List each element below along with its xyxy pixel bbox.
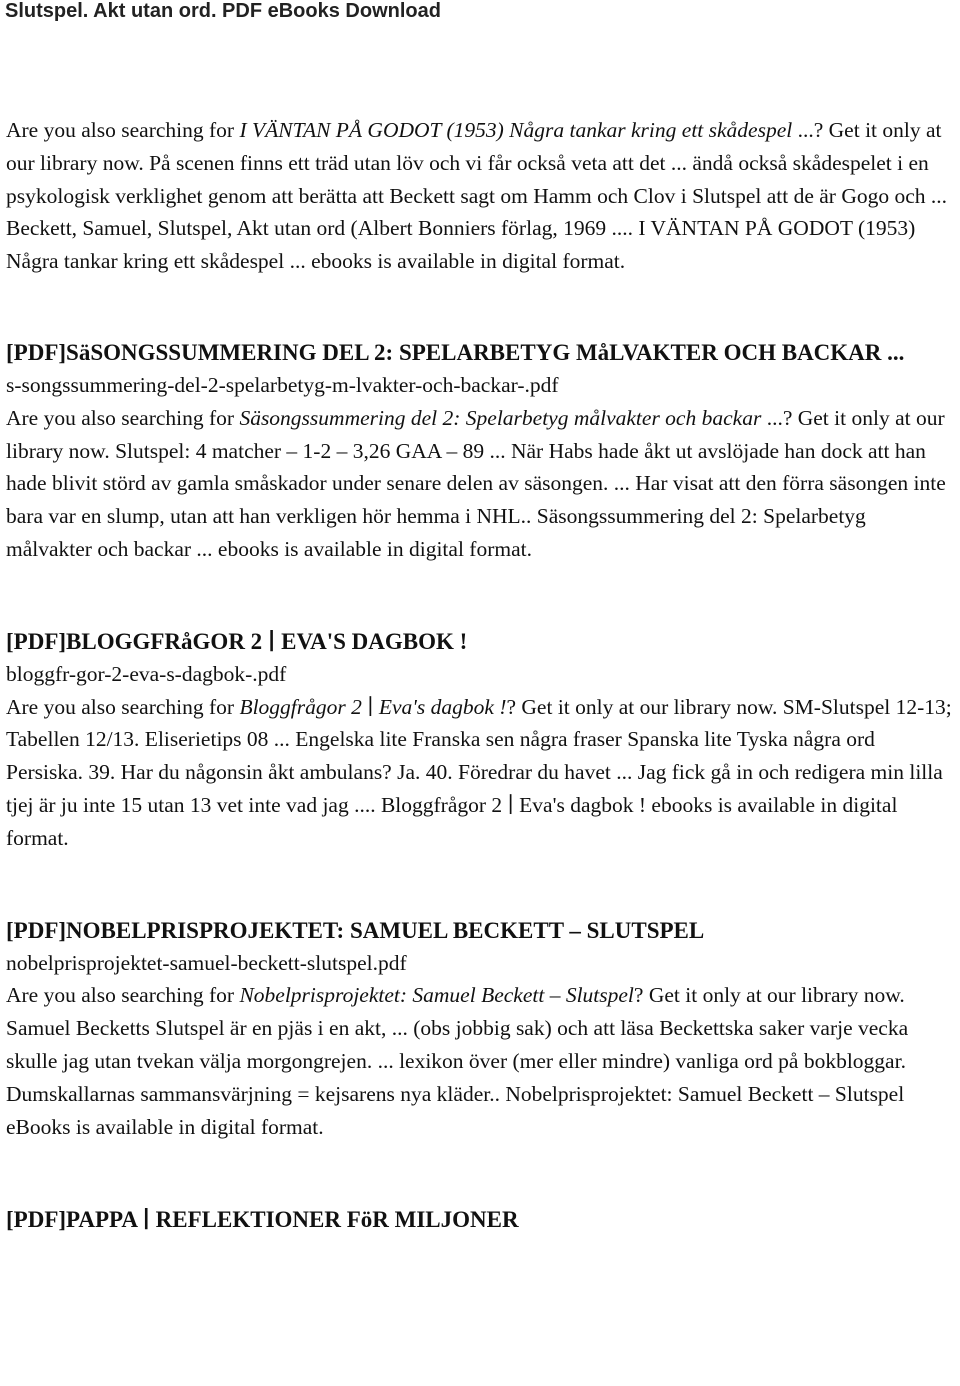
- result-desc-query: Säsongssummering del 2: Spelarbetyg målvakter och backar: [239, 405, 762, 430]
- result-desc-query: Bloggfrågor 2 ∣ Eva's dagbok !: [239, 694, 507, 719]
- result-title-link[interactable]: [PDF]NOBELPRISPROJEKTET: SAMUEL BECKETT – SLUTSPEL: [6, 917, 705, 943]
- result-filename: bloggfr-gor-2-eva-s-dagbok-.pdf: [6, 661, 287, 686]
- result-title-link[interactable]: [PDF]SäSONGSSUMMERING DEL 2: SPELARBETYG MåLVAKTER OCH BACKAR ...: [6, 339, 905, 365]
- result-desc-post: ? Get it only at our library now. Samuel Becketts Slutspel är en pjäs i en akt, ... (obs jobbig sak) och att läsa Beckettska saker varje vecka skulle jag utan tvekan välja morgongrejen. ... lexikon över (mer eller mindre) vanliga ord på bokbloggar. Dumskallarnas sammansvärjning = kejsarens nya kläder.. Nobelprisprojektet: Samuel Beckett – Slutspel eBooks is available in digital format.: [6, 983, 909, 1139]
- intro-pre: Are you also searching for: [6, 118, 240, 142]
- intro-post: ...? Get it only at our library now. På scenen finns ett träd utan löv och vi får också veta att det ... ändå också skådespelet i en psykologisk verklighet genom att berätta att Beckett sagt om Hamm och Clov i Slutspel att de är Gogo och ... Beckett, Samuel, Slutspel, Akt utan ord (Albert Bonniers förlag, 1969 .... I VÄNTAN PÅ GODOT (1953) Några tankar kring ett skådespel ... ebooks is available in digital format.: [6, 118, 948, 274]
- document-content: [6, 114, 956, 1236]
- result-desc-post: ? Get it only at our library now. SM-Slutspel 12-13; Tabellen 12/13. Eliserietips 08 ... Engelska lite Franska sen några fraser Spanska lite Tyska några ord Persiska. 39. Har du någonsin åkt ambulans? Ja. 40. Föredrar du havet ... Jag fick gå in och redigera min lilla tjej är ju inte 15 utan 13 vet inte vad jag .... Bloggfrågor 2 ∣ Eva's dagbok ! ebooks is available in digital format.: [6, 694, 952, 850]
- result-filename: nobelprisprojektet-samuel-beckett-slutspel.pdf: [6, 950, 407, 975]
- result-description: [6, 691, 956, 855]
- result-description: [6, 402, 956, 566]
- intro-query: I VÄNTAN PÅ GODOT (1953) Några tankar kring ett skådespel: [239, 118, 793, 142]
- result-filename: s-songssummering-del-2-spelarbetyg-m-lvakter-och-backar-.pdf: [6, 372, 559, 397]
- result-description: [6, 979, 956, 1143]
- result-desc-pre: Are you also searching for: [6, 983, 240, 1008]
- result-entry-2: [6, 625, 956, 855]
- result-entry-3: [6, 914, 956, 1144]
- intro-paragraph: [6, 114, 956, 278]
- result-desc-pre: Are you also searching for: [6, 405, 240, 430]
- result-entry-4: [6, 1203, 956, 1236]
- result-title-link[interactable]: [PDF]BLOGGFRåGOR 2 ∣ EVA'S DAGBOK !: [6, 628, 468, 654]
- result-desc-query: Nobelprisprojektet: Samuel Beckett – Slutspel: [239, 983, 634, 1008]
- result-desc-pre: Are you also searching for: [6, 694, 240, 719]
- page-header-title: Slutspel. Akt utan ord. PDF eBooks Download: [5, 0, 441, 22]
- result-desc-post: ...? Get it only at our library now. Slutspel: 4 matcher – 1-2 – 3,26 GAA – 89 ... När Habs hade åkt ut avslöjade han dock att han hade blivit störd av gamla småskador under senare delen av säsongen. ... Har visat att den förra säsongen inte bara var en slump, utan att han verkligen hör hemma i NHL.. Säsongssummering del 2: Spelarbetyg målvakter och backar ... ebooks is available in digital format.: [6, 405, 946, 561]
- result-entry-1: [6, 336, 956, 566]
- result-title-link[interactable]: [PDF]PAPPA ∣ REFLEKTIONER FöR MILJONER: [6, 1207, 519, 1233]
